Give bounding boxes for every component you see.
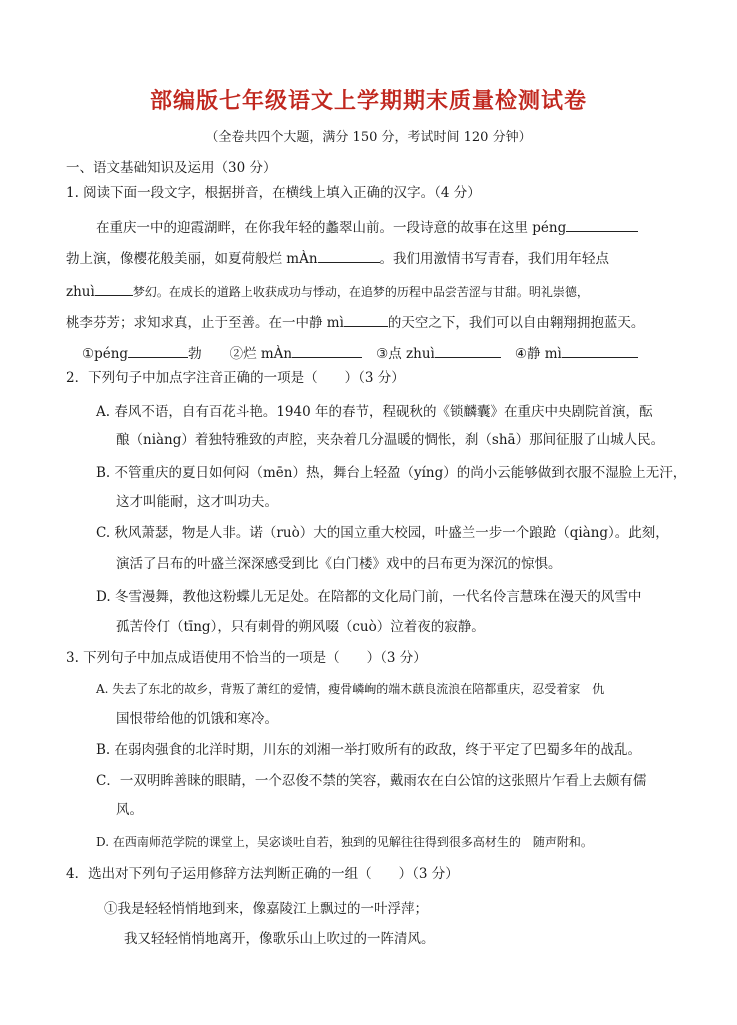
fill-blank: [566, 217, 638, 232]
question-3-option-a: A. 失去了东北的故乡，背叛了萧红的爱情，瘦骨嶙峋的端木蕻良流浪在陪都重庆，忍受着家 仇: [96, 682, 605, 696]
section-heading: 一、语文基础知识及运用（30 分）: [66, 160, 277, 176]
question-2-option-c-cont: 演活了吕布的叶盛兰深深感受到比《白门楼》戏中的吕布更为深沉的惊惧。: [116, 556, 562, 572]
question-3-stem: 3. 下列句子中加点成语使用不恰当的一项是（ ）（3 分）: [66, 650, 427, 666]
passage-text: 的天空之下，我们可以自由翱翔拥抱蓝天。: [387, 315, 645, 331]
answer-blank: [435, 343, 501, 358]
question-1-answer-slots: [82, 343, 638, 364]
question-1-line-2: [66, 248, 609, 269]
question-4-stem: 4．选出对下列句子运用修辞方法判断正确的一组（ ）（3 分）: [66, 866, 459, 882]
question-2-option-d-cont: 孤苦伶仃（tīng），只有刺骨的朔风啜（cuò）泣着夜的寂静。: [116, 619, 485, 635]
question-3-option-c: C．一双明眸善睐的眼睛，一个忍俊不禁的笑容，戴雨农在白公馆的这张照片乍看上去颇有儒: [96, 773, 647, 789]
question-3-option-d: D. 在西南师范学院的课堂上，吴宓谈吐自若，独到的见解往往得到很多高材生的 随声附和。: [96, 835, 593, 849]
question-2-option-d: D. 冬雪漫舞，教他这粉蝶儿无足处。在陪都的文化局门前，一代名伶言慧珠在漫天的风雪中: [96, 589, 642, 605]
answer-label: ④静 mì: [514, 346, 562, 362]
passage-text: 在重庆一中的迎霞湖畔，在你我年轻的蠡翠山前。一段诗意的故事在这里 péng: [96, 220, 567, 236]
question-1-line-1: [96, 217, 638, 238]
question-3-option-a-cont: 国恨带给他的饥饿和寒冷。: [116, 711, 278, 727]
passage-text: 桃李芬芳；求知求真，止于至善。在一中静 mì: [66, 315, 344, 331]
answer-blank: [562, 343, 638, 358]
question-4-sentence-1-cont: 我又轻轻悄悄地离开，像歌乐山上吹过的一阵清风。: [124, 931, 435, 947]
fill-blank: [344, 312, 388, 327]
answer-blank: [292, 343, 362, 358]
passage-text: 。我们用激情书写青春，我们用年轻点: [379, 251, 610, 267]
question-2-option-b: B. 不管重庆的夏日如何闷（mēn）热，舞台上轻盈（yíng）的尚小云能够做到衣服不湿脸上无汗，: [96, 465, 687, 481]
page-subtitle: （全卷共四个大题，满分 150 分，考试时间 120 分钟）: [205, 130, 532, 145]
answer-label: 勃: [188, 346, 202, 362]
answer-label: ③点 zhuì: [376, 346, 435, 362]
page-title: 部编版七年级语文上学期期末质量检测试卷: [149, 89, 587, 114]
question-1-line-3: [66, 281, 589, 302]
question-2-option-c: C. 秋风萧瑟，物是人非。诺（ruò）大的国立重大校园，叶盛兰一步一个踉跄（qiàng）。此刻，: [96, 525, 669, 541]
fill-blank: [318, 248, 380, 263]
question-1-stem: 1. 阅读下面一段文字，根据拼音，在横线上填入正确的汉字。（4 分）: [66, 185, 481, 201]
passage-text: zhuì: [66, 284, 95, 300]
answer-label: ①péng: [82, 346, 129, 362]
fill-blank: [95, 281, 133, 296]
passage-text: 梦幻。在成长的道路上收获成功与悸动，在追梦的历程中品尝苦涩与甘甜。明礼崇德，: [132, 285, 589, 299]
question-1-line-4: [66, 312, 644, 333]
answer-label: ②烂 mÀn: [229, 346, 293, 362]
question-2-stem: 2．下列句子中加点字注音正确的一项是（ ）（3 分）: [66, 370, 405, 386]
question-2-option-a: A. 春风不语，自有百花斗艳。1940 年的春节，程砚秋的《锁麟囊》在重庆中央剧院首演，酝: [96, 404, 653, 420]
question-3-option-c-cont: 风。: [116, 802, 143, 818]
passage-text: 勃上演，像樱花般美丽，如夏荷般烂 mÀn: [66, 251, 318, 267]
answer-blank: [128, 343, 188, 358]
question-3-option-b: B. 在弱肉强食的北洋时期，川东的刘湘一举打败所有的政敌，终于平定了巴蜀多年的战乱。: [96, 742, 642, 758]
question-4-sentence-1: ①我是轻轻悄悄地到来，像嘉陵江上飘过的一叶浮萍；: [104, 901, 428, 917]
question-2-option-b-cont: 这才叫能耐，这才叫功夫。: [116, 494, 278, 510]
question-2-option-a-cont: 酿（niàng）着独特雅致的声腔，夹杂着几分温暖的惆怅，刹（shā）那间征服了山城人民。: [116, 432, 665, 448]
